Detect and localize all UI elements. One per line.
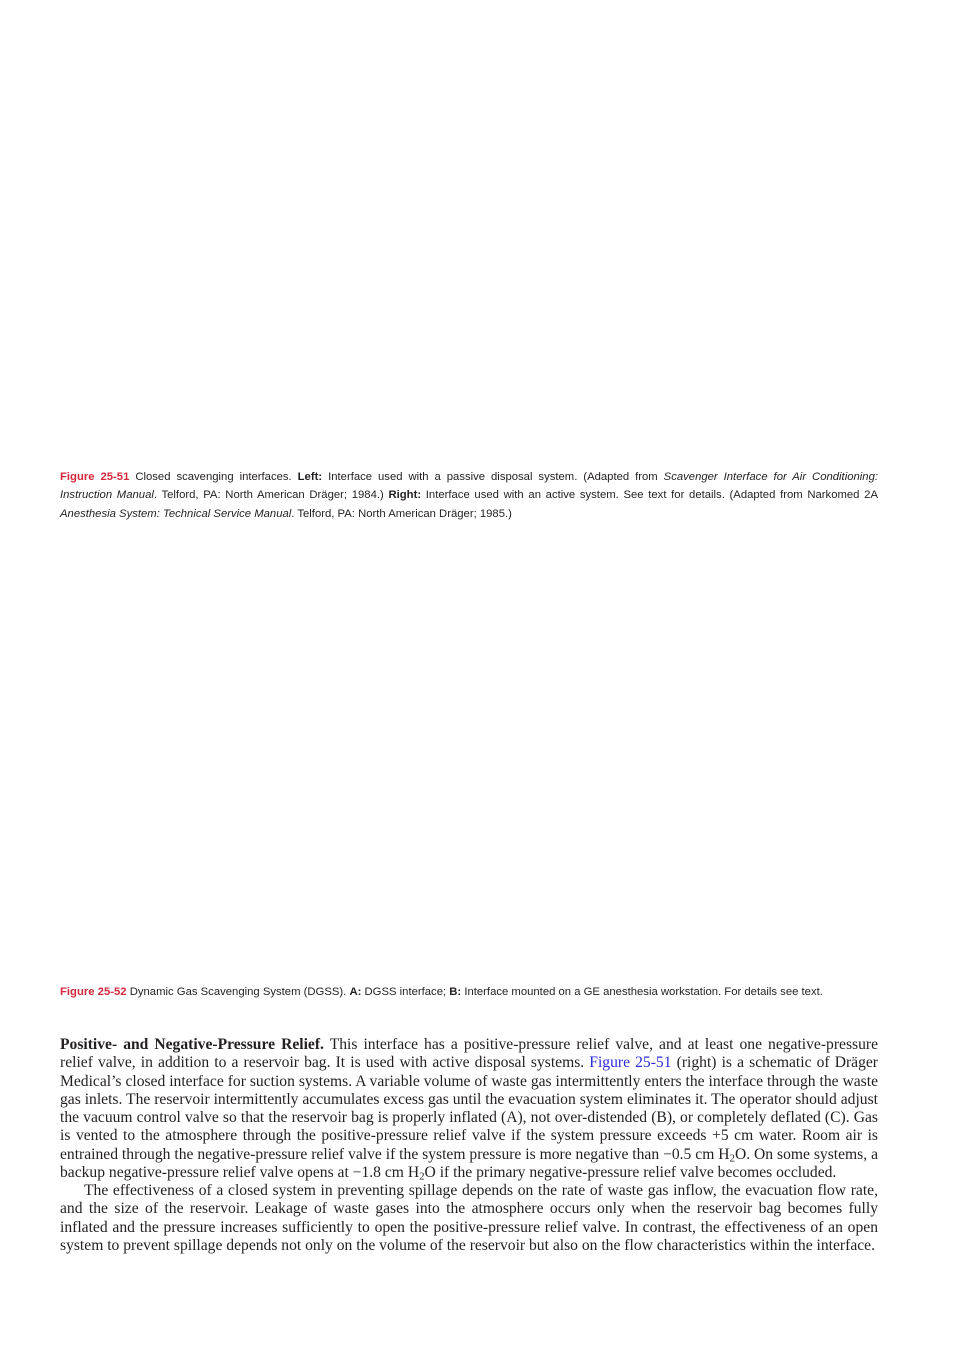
caption-right-label: Right: [388, 489, 422, 502]
subscript: 2 [729, 1152, 735, 1165]
figure-25-51-label: Figure 25-51 [60, 471, 130, 483]
caption-text: Closed scavenging interfaces. [129, 471, 298, 483]
paragraph-effectiveness: The effectiveness of a closed system in preventing spillage depends on the rate of waste gas inflow, the evacuation flow rate, and the size of the reservoir. Leakage of waste gases into the atmosphere occurs only when the reservoir bag becomes fully inflated and the pressure increases sufficiently to open the positive-pressure relief valve. In contrast, the effectiveness of an open system to prevent spillage depends not only on the volume of the reservoir but also on the flow characteristics within the interface. [60, 1182, 878, 1254]
figure-25-51-caption [60, 468, 878, 523]
caption-left-label: Left: [297, 471, 323, 483]
paragraph-relief [60, 1036, 878, 1182]
figure-25-52-label: Figure 25-52 [60, 986, 127, 998]
figure-25-51-link[interactable]: Figure 25-51 [589, 1054, 672, 1072]
caption-b-label: B: [449, 986, 462, 998]
paragraph-text: This interface has a positive-pressure relief valve, and at least one negative-pressure relief valve, in addition to a reservoir bag. It is used with active disposal systems. [60, 1036, 878, 1072]
subscript: 2 [419, 1170, 425, 1183]
caption-source-title: Anesthesia System: Technical Service Manual [60, 507, 292, 520]
caption-text: Interface mounted on a GE anesthesia workstation. For details see text. [461, 986, 823, 998]
caption-text: . Telford, PA: North American Dräger; 1984.) [153, 489, 389, 502]
caption-text: . Telford, PA: North American Dräger; 1985.) [291, 507, 512, 520]
paragraph-text: O if the primary negative-pressure relief valve becomes occluded. [424, 1163, 837, 1181]
section-heading: Positive- and Negative-Pressure Relief. [60, 1036, 324, 1053]
caption-a-label: A: [349, 986, 362, 998]
figure-25-52-image-area [60, 540, 878, 970]
paragraph-text: (right) is a schematic of Dräger Medical’s closed interface for suction systems. A variable volume of waste gas intermittently enters the interface through the waste gas inlets. The reservoir intermittently accumulates excess gas until the evacuation system eliminates it. The operator should adjust the vacuum control valve so that the reservoir bag is properly inflated (A), not over-distended (B), or completely deflated (C). Gas is vented to the atmosphere through the positive-pressure relief valve if the system pressure exceeds +5 cm water. Room air is entrained through the negative-pressure relief valve if the system pressure is more negative than −0.5 cm H [60, 1054, 878, 1163]
caption-text: Dynamic Gas Scavenging System (DGSS). [126, 986, 350, 998]
body-text [60, 1036, 878, 1255]
figure-25-52-caption [60, 983, 878, 1001]
figure-25-51-image-area [60, 40, 878, 460]
caption-source-title: Scavenger Interface for Air Conditioning: Instruction Manual [60, 471, 878, 502]
caption-text: Interface used with an active system. See text for details. (Adapted from Narkomed 2A [421, 489, 878, 502]
caption-text: Interface used with a passive disposal system. (Adapted from [322, 471, 664, 483]
caption-text: DGSS interface; [361, 986, 450, 998]
paragraph-text: O. On some systems, a backup negative-pressure relief valve opens at −1.8 cm H [60, 1145, 878, 1181]
